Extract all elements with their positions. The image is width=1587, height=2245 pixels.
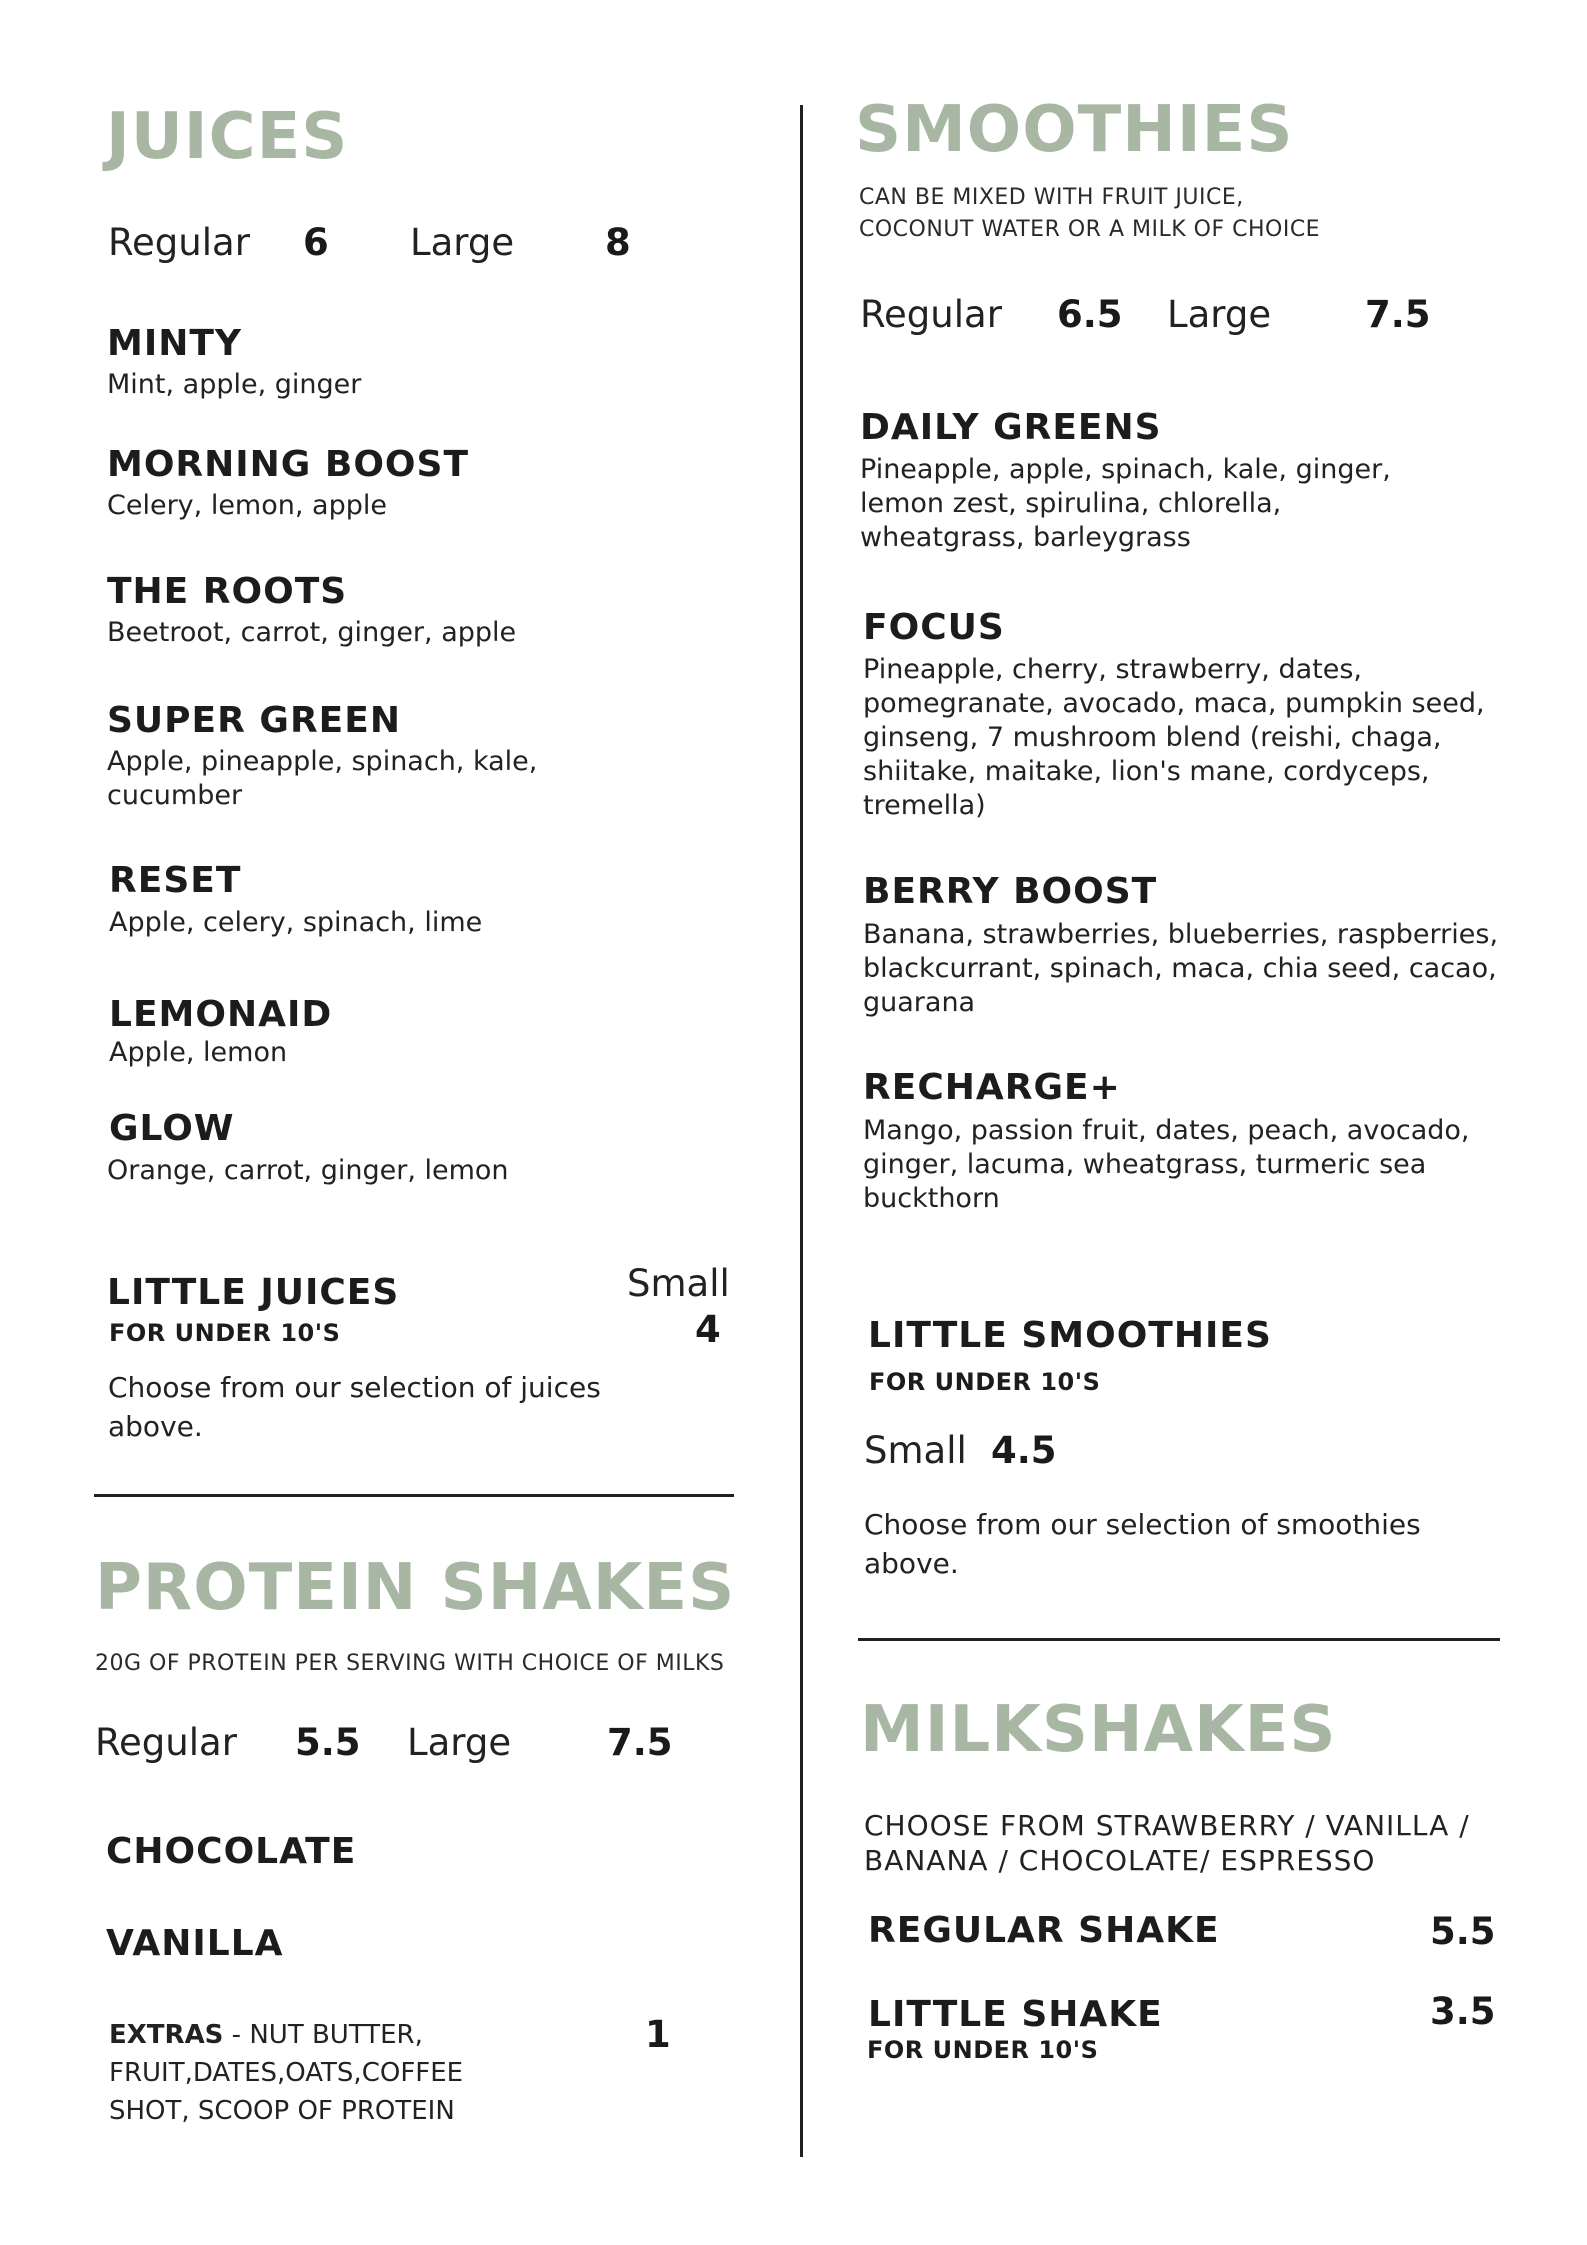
little-smoothies-price: 4.5 (991, 1429, 1057, 1472)
little-smoothies-size-label: Small (864, 1429, 967, 1472)
juices-protein-divider (94, 1494, 734, 1497)
protein-regular-label: Regular (95, 1721, 237, 1764)
smoothies-regular-price: 6.5 (1057, 293, 1123, 336)
smoothie-item-name: DAILY GREENS (860, 407, 1162, 448)
smoothie-item-desc: Banana, strawberries, blueberries, raspberries, blackcurrant, spinach, maca, chia seed, cacao, guarana (863, 919, 1499, 1018)
juice-item-name: MINTY (107, 323, 242, 364)
smoothie-item-desc: Pineapple, apple, spinach, kale, ginger, lemon zest, spirulina, chlorella, wheatgrass, barleygrass (860, 454, 1391, 553)
little-smoothies-sub: FOR UNDER 10'S (869, 1368, 1101, 1396)
juices-large-price: 8 (605, 221, 631, 264)
juice-item-desc: Mint, apple, ginger (107, 369, 362, 400)
juice-item-desc: Apple, celery, spinach, lime (109, 907, 483, 938)
juice-item-desc: Beetroot, carrot, ginger, apple (107, 617, 517, 648)
little-juices-size-label: Small (627, 1262, 730, 1305)
juice-item-name: MORNING BOOST (107, 444, 470, 485)
juices-regular-price: 6 (303, 221, 329, 264)
juice-item-desc: Celery, lemon, apple (107, 490, 387, 521)
protein-item-name: VANILLA (106, 1923, 284, 1964)
extras-price: 1 (645, 2013, 671, 2056)
little-shake-price: 3.5 (1430, 1990, 1496, 2033)
protein-title: PROTEIN SHAKES (95, 1551, 736, 1625)
juices-large-label: Large (410, 221, 515, 264)
juices-regular-label: Regular (108, 221, 250, 264)
extras-text: - NUT BUTTER, FRUIT,DATES,OATS,COFFEE SHOT, SCOOP OF PROTEIN (109, 2020, 464, 2126)
smoothie-item-desc: Pineapple, cherry, strawberry, dates, pomegranate, avocado, maca, pumpkin seed, ginseng, 7 mushroom blend (reishi, chaga, shiitake, maitake, lion's mane, cordyceps, tremella) (863, 654, 1485, 821)
juice-item-desc: Orange, carrot, ginger, lemon (107, 1155, 509, 1186)
little-shake-sub: FOR UNDER 10'S (867, 2036, 1099, 2064)
smoothies-title: SMOOTHIES (855, 93, 1294, 167)
juice-item-name: SUPER GREEN (107, 700, 401, 741)
smoothies-subtitle-line1: CAN BE MIXED WITH FRUIT JUICE, (859, 185, 1244, 210)
milkshakes-title: MILKSHAKES (860, 1693, 1337, 1767)
juice-item-name: GLOW (109, 1108, 235, 1149)
regular-shake-price: 5.5 (1430, 1910, 1496, 1953)
smoothies-milkshakes-divider (858, 1638, 1500, 1641)
little-smoothies-desc: Choose from our selection of smoothies above. (864, 1508, 1421, 1580)
regular-shake-name: REGULAR SHAKE (868, 1910, 1220, 1951)
little-juices-sub: FOR UNDER 10'S (109, 1319, 341, 1347)
juice-item-name: RESET (109, 860, 242, 901)
little-juices-desc: Choose from our selection of juices above. (108, 1371, 601, 1443)
juice-item-desc: Apple, lemon (109, 1037, 288, 1068)
juice-item-name: THE ROOTS (107, 571, 348, 612)
little-smoothies-name: LITTLE SMOOTHIES (868, 1315, 1272, 1356)
smoothie-item-desc: Mango, passion fruit, dates, peach, avocado, ginger, lacuma, wheatgrass, turmeric sea buckthorn (863, 1115, 1470, 1214)
protein-item-name: CHOCOLATE (106, 1831, 357, 1872)
little-juices-price: 4 (695, 1308, 721, 1351)
protein-regular-price: 5.5 (295, 1721, 361, 1764)
juice-item-name: LEMONAID (109, 994, 333, 1035)
little-juices-name: LITTLE JUICES (107, 1272, 400, 1313)
smoothies-subtitle-line2: COCONUT WATER OR A MILK OF CHOICE (859, 217, 1321, 242)
smoothie-item-name: FOCUS (863, 607, 1005, 648)
protein-large-label: Large (407, 1721, 512, 1764)
smoothie-item-name: RECHARGE+ (863, 1067, 1121, 1108)
column-divider (800, 105, 803, 2157)
milkshakes-subtitle: CHOOSE FROM STRAWBERRY / VANILLA / BANANA / CHOCOLATE/ ESPRESSO (864, 1809, 1470, 1877)
juice-item-desc: Apple, pineapple, spinach, kale, cucumber (107, 746, 538, 811)
little-shake-name: LITTLE SHAKE (868, 1994, 1163, 2035)
smoothie-item-name: BERRY BOOST (863, 871, 1158, 912)
protein-subtitle: 20G OF PROTEIN PER SERVING WITH CHOICE OF MILKS (95, 1651, 725, 1676)
extras-label: EXTRAS (109, 2020, 224, 2050)
protein-large-price: 7.5 (607, 1721, 673, 1764)
protein-extras (109, 2016, 529, 2130)
smoothies-large-label: Large (1167, 293, 1272, 336)
smoothies-regular-label: Regular (860, 293, 1002, 336)
juices-title: JUICES (106, 100, 349, 174)
smoothies-large-price: 7.5 (1365, 293, 1431, 336)
